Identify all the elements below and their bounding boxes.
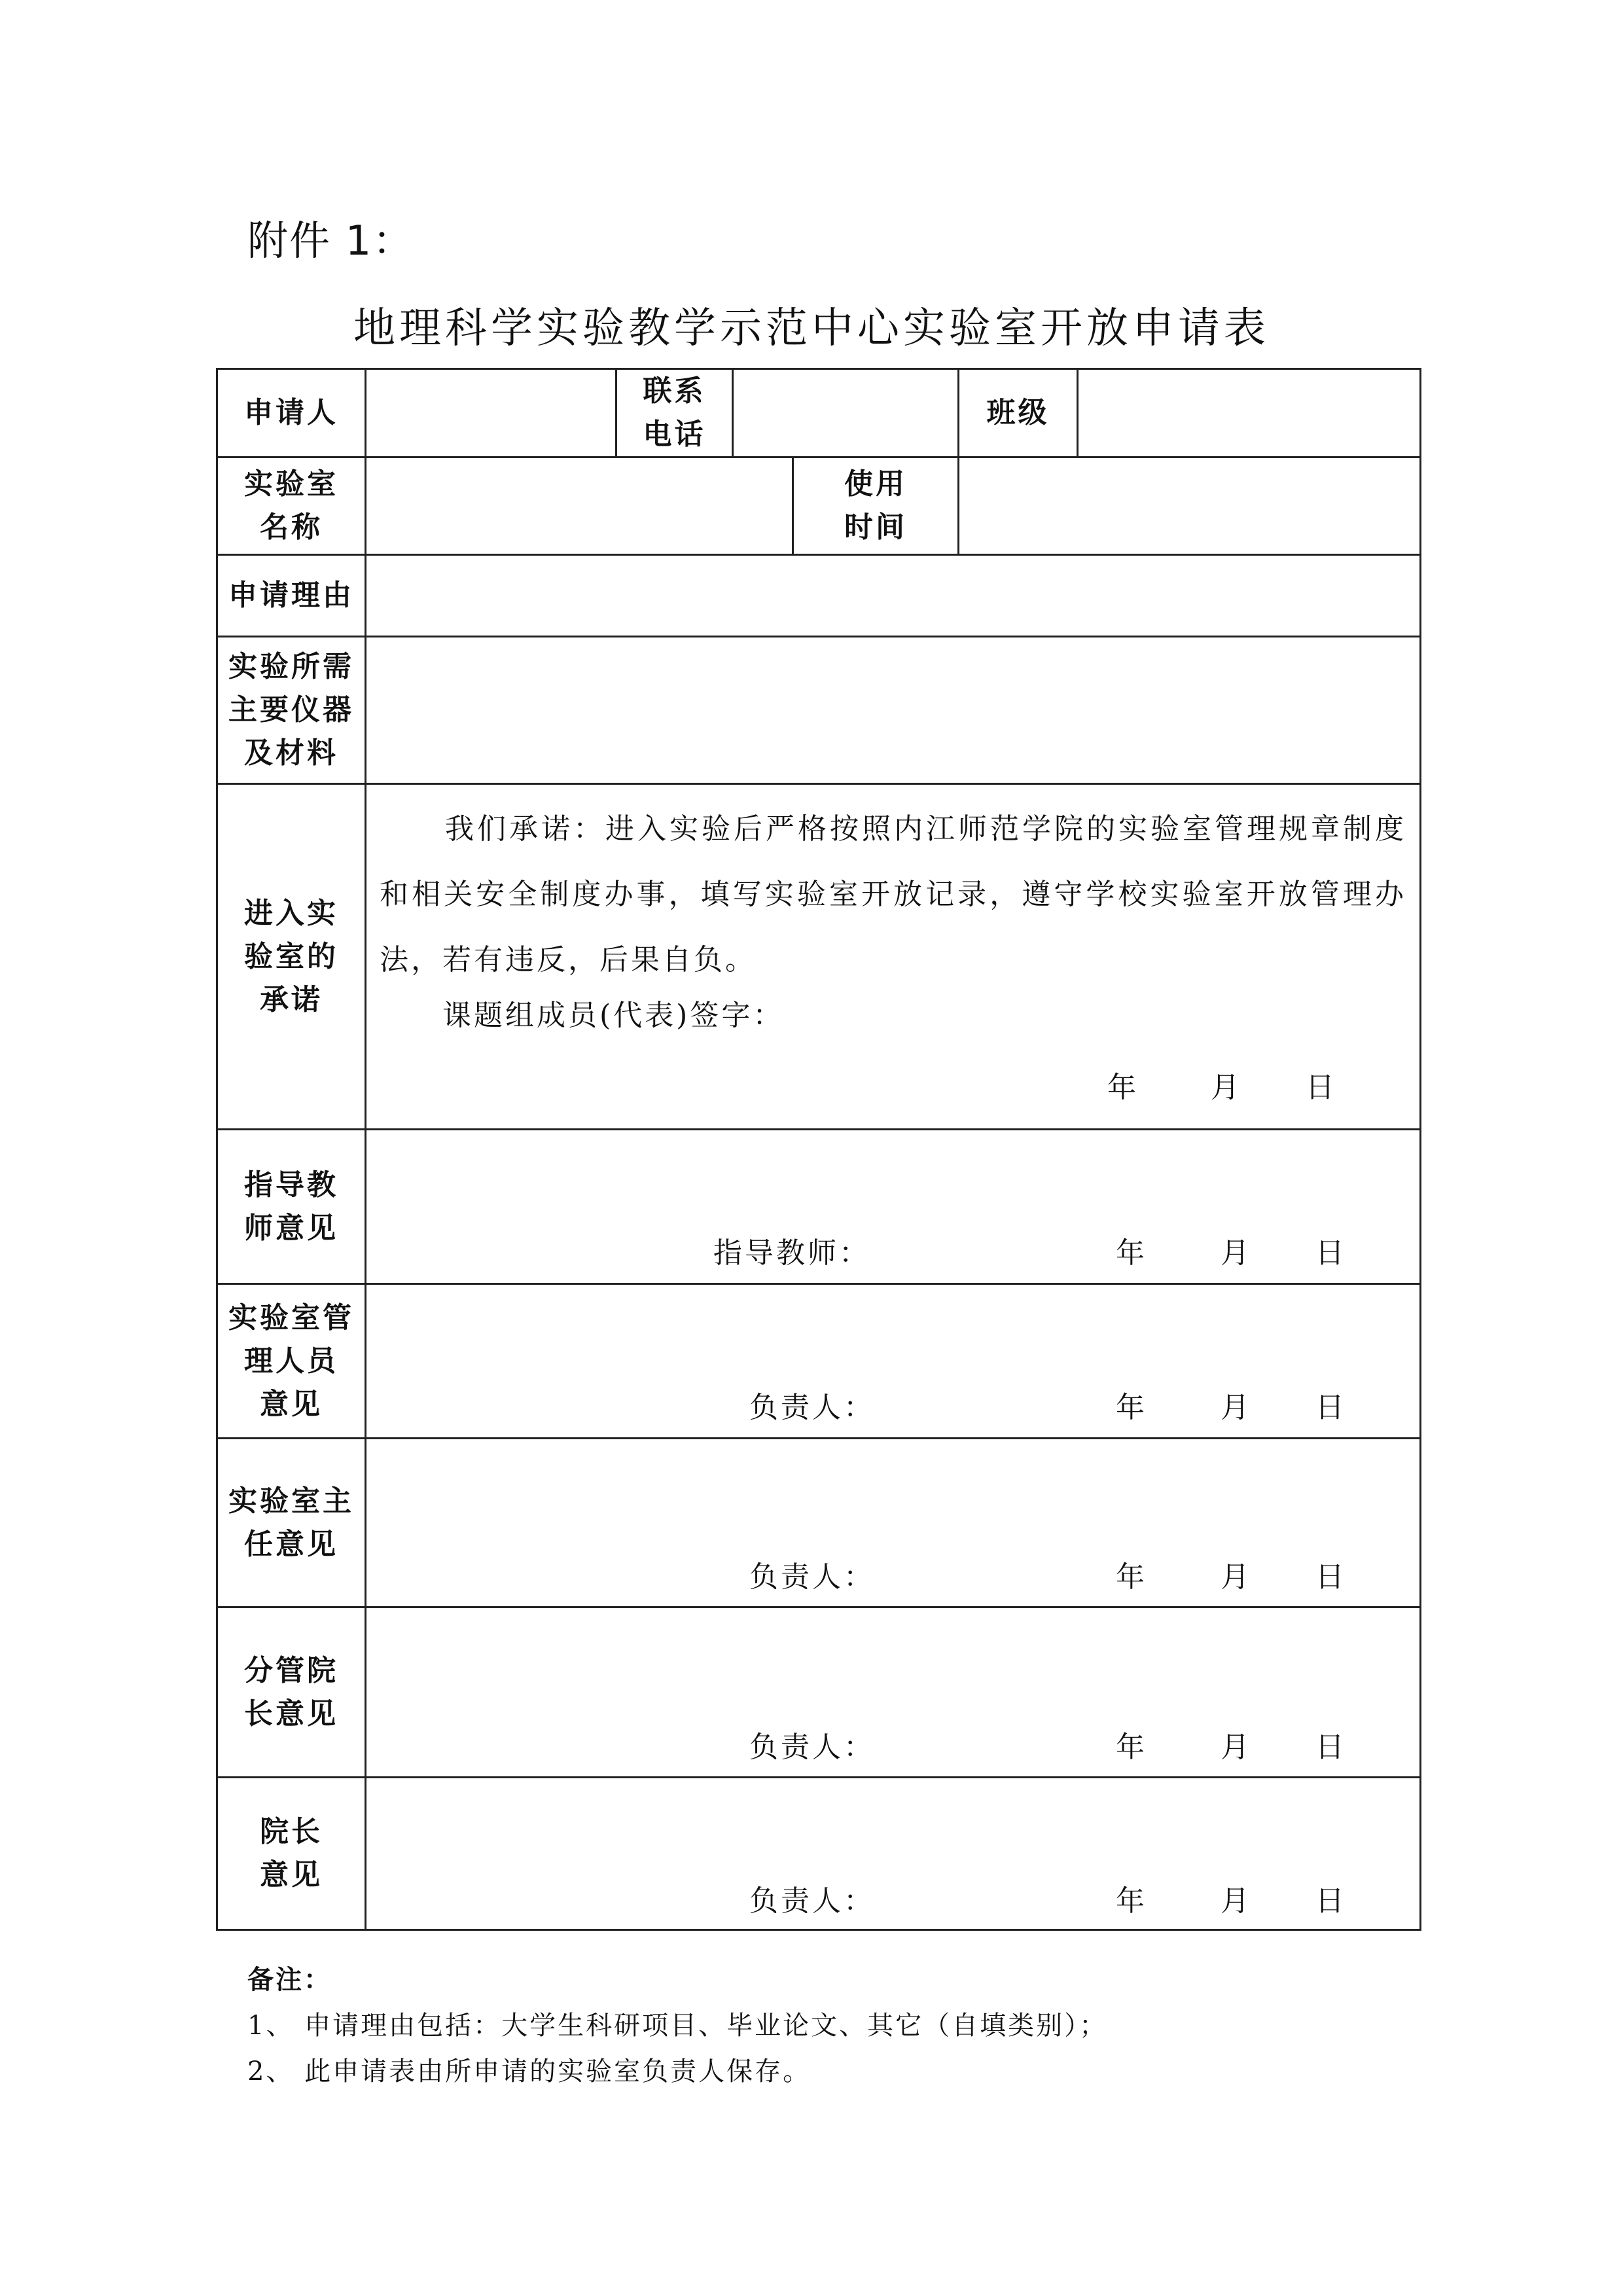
use-time-field[interactable] <box>959 457 1421 555</box>
lab-director-signer-label: 负责人： <box>749 1560 875 1594</box>
date-month: 月 <box>1221 1236 1249 1270</box>
date-month: 月 <box>1221 1391 1249 1424</box>
representative-signature-label: 课题组成员(代表)签字： <box>442 999 785 1032</box>
lab-admin-opinion-cell[interactable] <box>366 1284 1421 1439</box>
lab-admin-signer-label: 负责人： <box>749 1391 875 1424</box>
promise-text: 我们承诺：进入实验后严格按照内江师范学院的实验室管理规章制度和相关安全制度办事，填写实验室开放记录，遵守学校实验室开放管理办法，若有违反，后果自负。 <box>380 812 1406 977</box>
teacher-opinion-label: 指导教 师意见 <box>217 1130 366 1284</box>
vice-dean-opinion-label: 分管院 长意见 <box>217 1607 366 1778</box>
applicant-label: 申请人 <box>217 369 366 457</box>
class-field[interactable] <box>1078 369 1421 457</box>
date-day: 日 <box>1315 1731 1344 1764</box>
notes-section <box>247 1957 1107 2094</box>
promise-cell[interactable] <box>366 784 1421 1130</box>
reason-label: 申请理由 <box>217 555 366 637</box>
attachment-label: 附件 1： <box>247 217 415 264</box>
phone-field[interactable] <box>733 369 959 457</box>
date-year: 年 <box>1116 1560 1145 1594</box>
date-day: 日 <box>1315 1884 1344 1918</box>
dean-opinion-cell[interactable] <box>366 1778 1421 1930</box>
date-month: 月 <box>1221 1731 1249 1764</box>
teacher-signer-label: 指导教师： <box>713 1236 870 1270</box>
lab-name-field[interactable] <box>366 457 793 555</box>
use-time-label: 使用 时间 <box>793 457 959 555</box>
lab-director-opinion-cell[interactable] <box>366 1439 1421 1607</box>
lab-director-opinion-label: 实验室主 任意见 <box>217 1439 366 1607</box>
date-day: 日 <box>1315 1236 1344 1270</box>
date-month: 月 <box>1221 1884 1249 1918</box>
date-month: 月 <box>1221 1560 1249 1594</box>
date-year: 年 <box>1116 1731 1145 1764</box>
date-day: 日 <box>1306 1071 1334 1104</box>
lab-name-label: 实验室 名称 <box>217 457 366 555</box>
applicant-field[interactable] <box>366 369 616 457</box>
date-day: 日 <box>1315 1560 1344 1594</box>
date-year: 年 <box>1116 1391 1145 1424</box>
vice-dean-signer-label: 负责人： <box>749 1731 875 1764</box>
note-item: 2、 此申请表由所申请的实验室负责人保存。 <box>247 2056 812 2087</box>
date-year: 年 <box>1116 1884 1145 1918</box>
phone-label: 联系 电话 <box>616 369 733 457</box>
dean-signer-label: 负责人： <box>749 1884 875 1918</box>
date-day: 日 <box>1315 1391 1344 1424</box>
application-form-table <box>216 368 1421 1931</box>
note-item: 1、 申请理由包括：大学生科研项目、毕业论文、其它（自填类别）； <box>247 2011 1108 2041</box>
date-year: 年 <box>1107 1071 1136 1104</box>
date-year: 年 <box>1116 1236 1145 1270</box>
promise-label: 进入实 验室的 承诺 <box>217 784 366 1130</box>
reason-field[interactable] <box>366 555 1421 637</box>
date-month: 月 <box>1211 1071 1240 1104</box>
lab-admin-opinion-label: 实验室管 理人员 意见 <box>217 1284 366 1439</box>
notes-title: 备注： <box>247 1964 332 1995</box>
form-title: 地理科学实验教学示范中心实验室开放申请表 <box>353 304 1270 353</box>
dean-opinion-label: 院长 意见 <box>217 1778 366 1930</box>
equipment-field[interactable] <box>366 637 1421 784</box>
teacher-opinion-cell[interactable] <box>366 1130 1421 1284</box>
vice-dean-opinion-cell[interactable] <box>366 1607 1421 1778</box>
equipment-label: 实验所需 主要仪器 及材料 <box>217 637 366 784</box>
class-label: 班级 <box>959 369 1078 457</box>
